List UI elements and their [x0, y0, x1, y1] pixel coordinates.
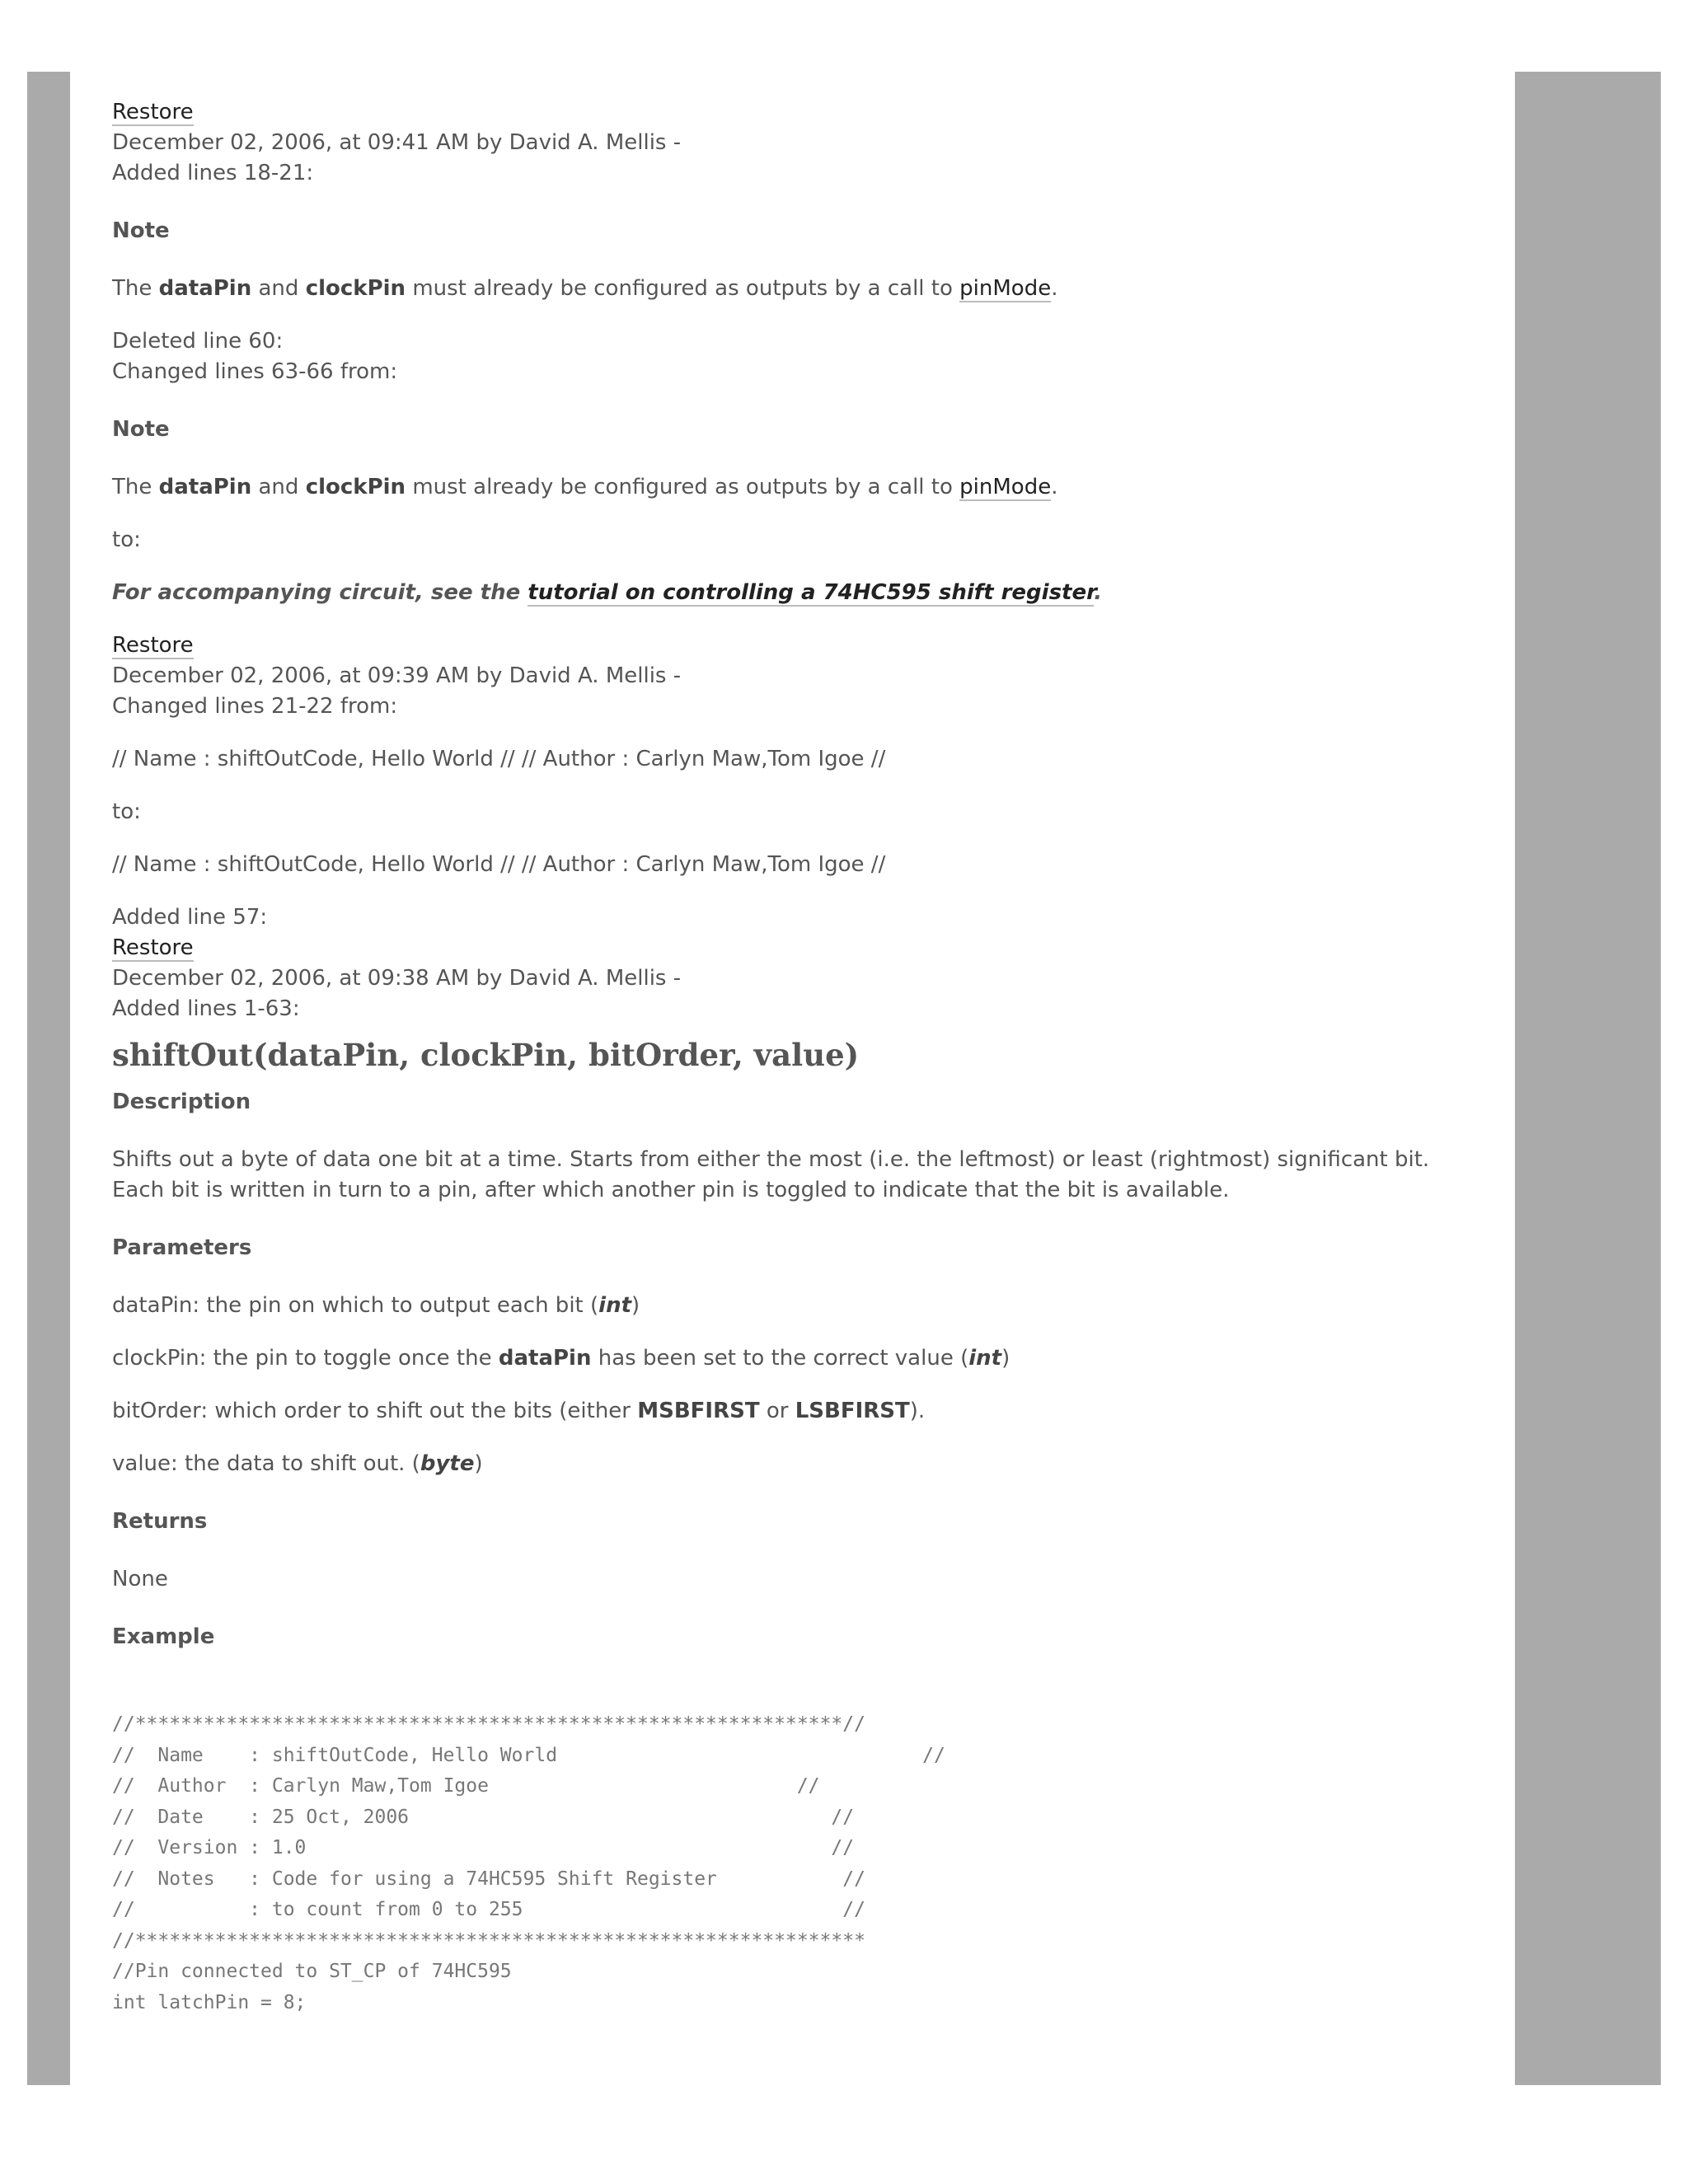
tutorial-link[interactable]: tutorial on controlling a 74HC595 shift register: [528, 580, 1095, 605]
note-text-2: The dataPin and clockPin must already be configured as outputs by a call to pinMode.: [112, 475, 1058, 499]
changed-lines-text: Changed lines 63-66 from:: [112, 359, 398, 384]
added-line-text: Added line 57:: [112, 905, 268, 930]
code-line: //**************************************************************//: [112, 1713, 865, 1735]
deleted-line-text: Deleted line 60:: [112, 329, 284, 354]
description-text: Shifts out a byte of data one bit at a time. Starts from either the most (i.e. the leftmost) or least (rightmost) significant bit. Each bit is written in turn to a pin, after which another pin is toggled to indicate that the bit is available.: [112, 1147, 1430, 1202]
returns-text: None: [112, 1567, 168, 1591]
restore-link-3[interactable]: Restore: [112, 935, 194, 960]
code-line: // Author : Carlyn Maw,Tom Igoe //: [112, 1775, 820, 1797]
param-bitorder: bitOrder: which order to shift out the bits (either MSBFIRST or LSBFIRST).: [112, 1399, 926, 1423]
example-heading: Example: [112, 1624, 215, 1649]
code-line: // Version : 1.0 //: [112, 1837, 855, 1858]
restore-link-1[interactable]: Restore: [112, 100, 194, 124]
revision-meta-1: December 02, 2006, at 09:41 AM by David A. Mellis -: [112, 130, 682, 155]
revision-change-1: Added lines 18-21:: [112, 161, 314, 185]
restore-link-2[interactable]: Restore: [112, 633, 194, 658]
from-text: // Name : shiftOutCode, Hello World // // Author : Carlyn Maw,Tom Igoe //: [112, 747, 886, 771]
revision-change-2: Changed lines 21-22 from:: [112, 694, 398, 719]
page-content: [112, 97, 1464, 2018]
parameters-heading: Parameters: [112, 1235, 252, 1260]
revision-meta-3: December 02, 2006, at 09:38 AM by David A. Mellis -: [112, 966, 682, 991]
description-heading: Description: [112, 1090, 251, 1114]
pinmode-link-2[interactable]: pinMode: [959, 475, 1052, 499]
pinmode-link[interactable]: pinMode: [959, 276, 1052, 301]
returns-heading: Returns: [112, 1509, 208, 1534]
to-label-2: to:: [112, 799, 141, 824]
code-line: // Name : shiftOutCode, Hello World //: [112, 1744, 945, 1766]
revision-change-3: Added lines 1-63:: [112, 996, 300, 1021]
code-line: int latchPin = 8;: [112, 1991, 307, 2013]
to-label: to:: [112, 527, 141, 552]
param-clockpin: clockPin: the pin to toggle once the dataPin has been set to the correct value (int): [112, 1346, 1010, 1371]
note-text: The dataPin and clockPin must already be configured as outputs by a call to pinMode.: [112, 276, 1058, 301]
circuit-note: For accompanying circuit, see the tutorial on controlling a 74HC595 shift register.: [112, 580, 1103, 605]
function-title: shiftOut(dataPin, clockPin, bitOrder, value): [112, 1037, 860, 1073]
code-line: //****************************************************************: [112, 1929, 865, 1952]
code-line: // : to count from 0 to 255 //: [112, 1899, 865, 1920]
code-line: //Pin connected to ST_CP of 74HC595: [112, 1961, 512, 1982]
revision-meta-2: December 02, 2006, at 09:39 AM by David A. Mellis -: [112, 663, 682, 688]
note-heading: Note: [112, 218, 170, 243]
right-sidebar-bar: [1515, 72, 1661, 2085]
param-value: value: the data to shift out. (byte): [112, 1451, 483, 1476]
note-heading-2: Note: [112, 417, 170, 442]
param-datapin: dataPin: the pin on which to output each bit (int): [112, 1293, 640, 1318]
to-text: // Name : shiftOutCode, Hello World // // Author : Carlyn Maw,Tom Igoe //: [112, 852, 886, 877]
code-line: // Notes : Code for using a 74HC595 Shift Register //: [112, 1868, 865, 1890]
left-sidebar-bar: [27, 72, 70, 2085]
code-block: [112, 1709, 1464, 2018]
code-line: // Date : 25 Oct, 2006 //: [112, 1806, 855, 1828]
